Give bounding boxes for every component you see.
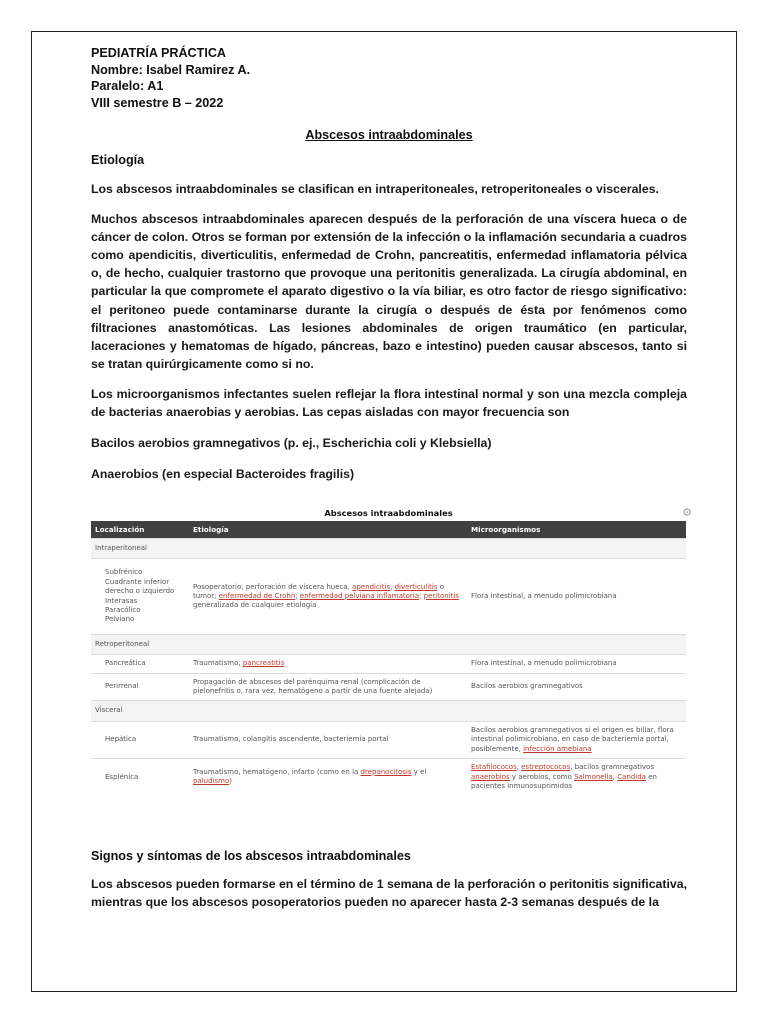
link-diverticulitis[interactable]: diverticulitis	[394, 582, 438, 591]
cell-microorganismos: Bacilos aerobios gramnegativos	[467, 673, 686, 701]
link-apendicitis[interactable]: apendicitis	[352, 582, 391, 591]
text: )	[229, 777, 232, 786]
table-group-row	[91, 634, 686, 654]
section-heading-signos: Signos y síntomas de los abscesos intraabdominales	[91, 849, 411, 863]
table-row	[91, 559, 686, 634]
paragraph-signs: Los abscesos pueden formarse en el término de 1 semana de la perforación o peritonitis significativa, mientras que los abscesos posoperatorios pueden no aparecer hasta 2-3 semanas después de la	[91, 877, 687, 910]
table-group-row	[91, 539, 686, 559]
table-caption	[91, 505, 692, 521]
bottom-section	[91, 849, 687, 911]
paragraph-microorganisms: Los microorganismos infectantes suelen reflejar la flora intestinal normal y son una mezcla compleja de bacterias anaerobias y aerobias. Las cepas aisladas con mayor frecuencia son	[91, 386, 687, 420]
abscess-table	[91, 521, 686, 795]
cell-etiologia: Traumatismo, colangitis ascendente, bacteriemia portal	[189, 721, 467, 758]
link-infeccion-amebiana[interactable]: infección amebiana	[523, 744, 592, 753]
loc-item: Subfrénico	[105, 568, 143, 577]
cell-microorganismos: Flora intestinal, a menudo polimicrobiana	[467, 559, 686, 634]
table-header-row	[91, 521, 686, 539]
link-paludismo[interactable]: paludismo	[193, 777, 230, 786]
paragraph-classification: Los abscesos intraabdominales se clasifican en intraperitoneales, retroperitoneales o viscerales.	[91, 182, 659, 196]
text: ,	[390, 582, 395, 591]
header-course: PEDIATRÍA PRÁCTICA	[91, 46, 227, 60]
col-header-etiologia: Etiología	[189, 521, 467, 539]
loc-item: Interasas	[105, 596, 138, 605]
text: Posoperatorio; perforación de víscera hueca,	[193, 582, 353, 591]
paragraph-anaerobes: Anaerobios (en especial Bacteroides fragilis)	[91, 467, 355, 482]
link-anaerobios[interactable]: anaerobios	[471, 772, 510, 781]
table-row	[91, 655, 686, 673]
gear-icon[interactable]: ⚙	[682, 506, 692, 519]
text: generalizada de cualquier etiología	[193, 601, 317, 610]
text: y aerobios, como	[509, 772, 575, 781]
text: Bacilos aerobios gramnegativos si el origen es biliar, flora intestinal polimicrobiana, en caso de bacteriemia portal, posiblemente,	[471, 725, 674, 753]
paragraph-causes: Muchos abscesos intraabdominales aparecen después de la perforación de una víscera hueca o de cáncer de colon. Otros se forman por extensión de la infección o la inflamación secundaria a cuadros como apendicitis, diverticulitis, enfermedad de Crohn, pancreatitis, enfermedad inflamatoria pélvica o, de hecho, cualquier trastorno que provoque una peritonitis generalizada. La cirugía abdominal, en particular la que compromete el aparato digestivo o la vía biliar, es otro factor de riesgo significativo: el peritoneo puede contaminarse durante la cirugía o después de ésta por fenómenos como filtraciones anastomóticas. Las lesiones abdominales de origen traumático (en particular, laceraciones y hematomas de hígado, páncreas, bazo e intestino) pueden causar abscesos, tanto si se tratan quirúrgicamente como si no.	[91, 212, 687, 371]
header-semester: VIII semestre B – 2022	[91, 95, 224, 110]
cell-localizacion: Esplénica	[91, 759, 189, 796]
header-section: Paralelo: A1	[91, 79, 164, 93]
loc-item: Cuadrante inferior derecho o izquierdo	[105, 577, 175, 596]
text: Traumatismo,	[193, 659, 243, 668]
cell-etiologia	[189, 559, 467, 634]
text: en pacientes inmunosuprimidos	[471, 772, 657, 790]
cell-localizacion: Pancreática	[91, 655, 189, 673]
section-heading-etiologia: Etiología	[91, 153, 145, 167]
abscess-table-figure	[91, 505, 692, 795]
text: y el	[411, 767, 427, 776]
link-salmonella[interactable]: Salmonella	[574, 772, 613, 781]
loc-item: Pelviano	[105, 615, 135, 624]
text: ,	[516, 763, 522, 772]
paragraph-aerobic-bacilli: Bacilos aerobios gramnegativos (p. ej., Escherichia coli y Klebsiella)	[91, 436, 492, 451]
text: , bacilos gramnegativos	[570, 763, 654, 772]
link-peritonitis[interactable]: peritonitis	[423, 591, 459, 600]
cell-localizacion	[91, 559, 189, 634]
header-name: Nombre: Isabel Ramirez A.	[91, 62, 251, 77]
cell-microorganismos: Flora intestinal, a menudo polimicrobiana	[467, 655, 686, 673]
link-pancreatitis[interactable]: pancreatitis	[242, 659, 285, 668]
text: ,	[612, 772, 618, 781]
table-row	[91, 721, 686, 758]
link-enfermedad-pelviana[interactable]: enfermedad pelviana inflamatoria	[299, 591, 420, 600]
col-header-localizacion: Localización	[91, 521, 189, 539]
link-estafilococos[interactable]: Estafilococos	[471, 763, 517, 772]
table-caption-text: Abscesos intraabdominales	[324, 508, 453, 518]
loc-item: Paracólico	[105, 606, 141, 615]
cell-microorganismos	[467, 759, 686, 796]
cell-etiologia	[189, 655, 467, 673]
link-drepanocitosis[interactable]: drepanocitosis	[360, 767, 412, 776]
link-estreptococos[interactable]: estreptococos	[521, 763, 571, 772]
col-header-microorganismos: Microorganismos	[467, 521, 686, 539]
cell-etiologia: Propagación de abscesos del parénquima renal (complicación de pielonefritis o, rara vez, hematógeno a partir de una fuente alejada)	[189, 673, 467, 701]
page-title: Abscesos intraabdominales	[305, 128, 473, 142]
text: ;	[295, 591, 300, 600]
link-enfermedad-crohn[interactable]: enfermedad de Crohn	[218, 591, 296, 600]
table-row	[91, 673, 686, 701]
cell-microorganismos	[467, 721, 686, 758]
group-retroperitoneal: Retroperitoneal	[91, 634, 686, 654]
document-content	[91, 45, 687, 483]
cell-localizacion: Perirrenal	[91, 673, 189, 701]
text: o tumor;	[193, 582, 445, 600]
text: ;	[419, 591, 424, 600]
table-group-row	[91, 701, 686, 721]
link-candida[interactable]: Candida	[617, 772, 646, 781]
group-intraperitoneal: Intraperitoneal	[91, 539, 686, 559]
group-visceral: Visceral	[91, 701, 686, 721]
cell-localizacion: Hepática	[91, 721, 189, 758]
document-header	[91, 45, 687, 111]
table-row	[91, 759, 686, 796]
cell-etiologia	[189, 759, 467, 796]
text: Traumatismo, hematógeno, infarto (como en la	[193, 767, 361, 776]
